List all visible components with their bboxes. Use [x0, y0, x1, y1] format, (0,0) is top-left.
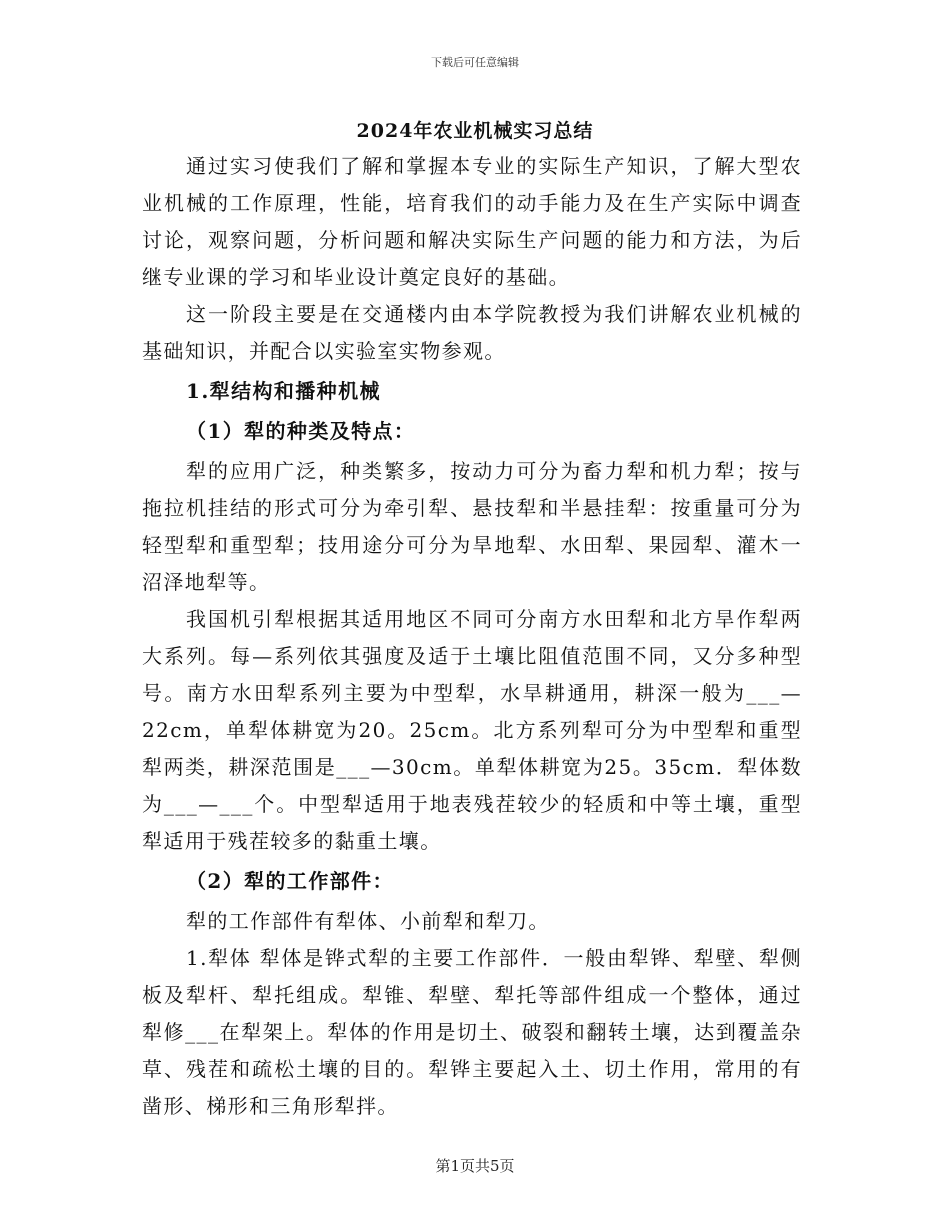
paragraph-plow-types: 犁的应用广泛，种类繁多，按动力可分为畜力犁和机力犁；按与拖拉机挂结的形式可分为牵引犁、悬技犁和半悬挂犁：按重量可分为轻型犁和重型犁；技用途分可分为旱地犁、水田犁、果园犁、灌木一沼泽地犁等。	[142, 459, 802, 594]
section-heading: 1.犁结构和播种机械	[186, 379, 381, 403]
document-title: 2024年农业机械实习总结	[356, 120, 594, 142]
document-body	[142, 148, 802, 1125]
page-footer: 第1页共5页	[435, 1157, 515, 1175]
paragraph-plow-series: 我国机引犁根据其适用地区不同可分南方水田犁和北方旱作犁两大系列。每—系列依其强度及适于土壤比阻值范围不同，又分多种型号。南方水田犁系列主要为中型犁，水旱耕通用，耕深一般为___—22cm，单犁体耕宽为20。25cm。北方系列犁可分为中型犁和重型犁两类，耕深范围是___—30cm。单犁体耕宽为25。35cm．犁体数为___—___个。中型犁适用于地表残茬较少的轻质和中等土壤，重型犁适用于残茬较多的黏重土壤。	[142, 607, 802, 853]
subsection-heading: （2）犁的工作部件：	[186, 869, 394, 893]
page-header-note: 下载后可任意编辑	[431, 56, 519, 69]
paragraph-stage: 这一阶段主要是在交通楼内由本学院教授为我们讲解农业机械的基础知识，并配合以实验室实物参观。	[142, 302, 802, 363]
paragraph-parts: 犁的工作部件有犁体、小前犁和犁刀。	[186, 909, 550, 933]
subsection-heading: （1）犁的种类及特点：	[186, 419, 416, 443]
paragraph-intro: 通过实习使我们了解和掌握本专业的实际生产知识，了解大型农业机械的工作原理，性能，培育我们的动手能力及在生产实际中调查讨论，观察问题，分析问题和解决实际生产问题的能力和方法，为后继专业课的学习和毕业设计奠定良好的基础。	[142, 154, 802, 289]
paragraph-plow-body: 1.犁体 犁体是铧式犁的主要工作部件．一般由犁铧、犁壁、犁侧板及犁杆、犁托组成。犁锥、犁壁、犁托等部件组成一个整体，通过犁修___在犁架上。犁体的作用是切土、破裂和翻转土壤，达到覆盖杂草、残茬和疏松土壤的目的。犁铧主要起入土、切土作用，常用的有凿形、梯形和三角形犁拌。	[142, 946, 802, 1118]
